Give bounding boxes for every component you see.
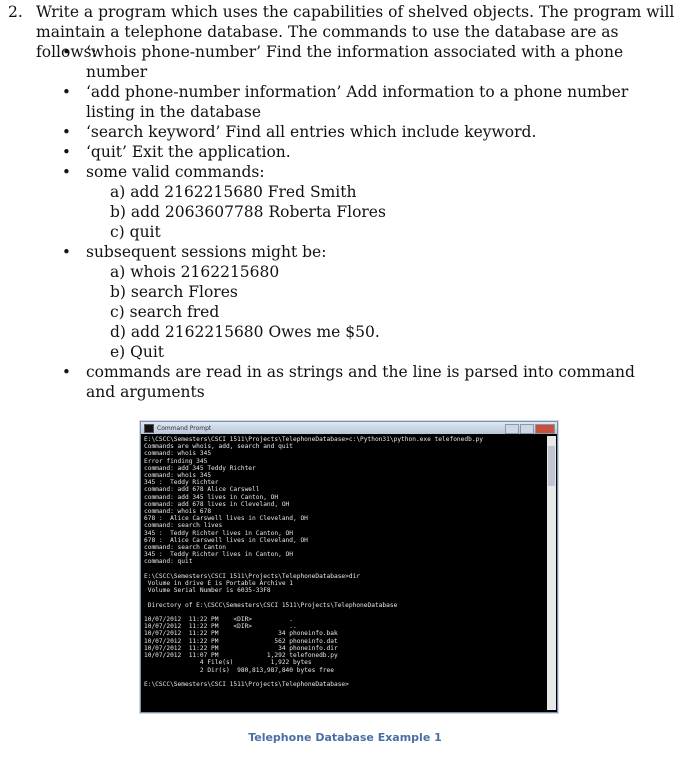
list-item: c) quit — [110, 223, 161, 241]
terminal-line: command: search lives — [144, 522, 223, 530]
terminal-title: Command Prompt — [157, 424, 212, 432]
terminal-line: 678 : Alice Carswell lives in Cleveland, OH — [144, 515, 308, 523]
terminal-line: command: add 678 Alice Carswell — [144, 486, 260, 494]
terminal-icon — [144, 424, 154, 433]
terminal-line: command: whois 345 — [144, 450, 212, 458]
terminal-line: Commands are whois, add, search and quit — [144, 443, 294, 451]
scroll-thumb — [548, 446, 555, 486]
terminal-line: Directory of E:\CSCC\Semesters\CSCI 1511\Projects\TelephoneDatabase — [144, 601, 398, 609]
terminal-line: Volume in drive E is Portable Archive 1 — [144, 580, 294, 588]
terminal-line: E:\CSCC\Semesters\CSCI 1511\Projects\TelephoneDatabase>dir — [144, 572, 361, 580]
maximize-icon — [520, 424, 534, 434]
terminal-line: 345 : Teddy Richter — [144, 479, 219, 487]
list-item: e) Quit — [110, 343, 165, 361]
minimize-icon — [505, 424, 519, 434]
terminal-line: 345 : Teddy Richter lives in Canton, OH — [144, 551, 294, 559]
figure-caption: Telephone Database Example 1 — [248, 731, 442, 744]
list-item: a) whois 2162215680 — [110, 263, 280, 281]
terminal-line: command: add 345 Teddy Richter — [144, 464, 256, 472]
terminal-line: command: add 345 lives in Canton, OH — [144, 493, 279, 501]
terminal-line: 10/07/2012 11:22 PM 562 phoneinfo.dat — [144, 637, 338, 645]
list-item: b) search Flores — [110, 283, 238, 301]
terminal-line: Volume Serial Number is 6035-33F8 — [144, 587, 271, 595]
terminal-line: 4 File(s) 1,922 bytes — [144, 659, 312, 667]
bullet-parsing: • commands are read in as strings and the line is parsed into command and arguments — [86, 362, 666, 402]
terminal-line: 345 : Teddy Richter lives in Canton, OH — [144, 529, 294, 537]
bullet-list — [86, 42, 666, 402]
terminal-line: 10/07/2012 11:22 PM 34 phoneinfo.dir — [144, 644, 338, 652]
list-item: a) add 2162215680 Fred Smith — [110, 183, 357, 201]
bullet-sessions: • subsequent sessions might be: — [86, 242, 666, 262]
terminal-line — [144, 609, 545, 616]
terminal-line — [144, 674, 545, 681]
terminal-line: E:\CSCC\Semesters\CSCI 1511\Projects\TelephoneDatabase> — [144, 680, 349, 688]
terminal-line: 10/07/2012 11:22 PM <DIR> . — [144, 616, 294, 624]
terminal-output — [144, 436, 545, 710]
terminal-line — [144, 566, 545, 573]
sessions-list — [110, 262, 666, 362]
terminal-line: command: whois 345 — [144, 472, 212, 480]
list-item: d) add 2162215680 Owes me $50. — [110, 323, 380, 341]
question-text: Write a program which uses the capabilities of shelved objects. The program will maintain a telephone database. The commands to use the database are as follows: — [36, 3, 675, 61]
list-item: b) add 2063607788 Roberta Flores — [110, 203, 386, 221]
bullet-search: • ‘search keyword’ Find all entries which include keyword. — [86, 122, 666, 142]
terminal-line: command: search Canton — [144, 544, 226, 552]
terminal-line: 2 Dir(s) 980,813,987,840 bytes free — [144, 666, 334, 674]
bullet-quit: • ‘quit’ Exit the application. — [86, 142, 666, 162]
command-prompt-screenshot — [140, 421, 558, 713]
terminal-line: Error finding 345 — [144, 457, 208, 465]
close-icon — [535, 424, 555, 434]
terminal-line: 10/07/2012 11:22 PM 34 phoneinfo.bak — [144, 630, 338, 638]
terminal-line: E:\CSCC\Semesters\CSCI 1511\Projects\TelephoneDatabase>c:\Python31\python.exe telefonedb.py — [144, 436, 483, 443]
question-number: 2. — [8, 3, 23, 21]
terminal-line: command: add 678 lives in Cleveland, OH — [144, 500, 290, 508]
terminal-line: command: whois 678 — [144, 508, 212, 516]
bullet-whois: • ‘whois phone-number’ Find the information associated with a phone number — [86, 42, 666, 82]
valid-commands-list — [110, 182, 666, 242]
bullet-valid-commands: • some valid commands: — [86, 162, 666, 182]
window-controls — [505, 424, 555, 434]
terminal-scrollbar — [547, 436, 556, 710]
terminal-line: command: quit — [144, 558, 193, 566]
list-item: c) search fred — [110, 303, 220, 321]
terminal-line: 10/07/2012 11:07 PM 1,292 telefonedb.py — [144, 652, 338, 660]
terminal-line: 10/07/2012 11:22 PM <DIR> .. — [144, 623, 297, 631]
terminal-titlebar — [141, 422, 557, 434]
terminal-line — [144, 594, 545, 601]
terminal-line: 678 : Alice Carswell lives in Cleveland, OH — [144, 536, 308, 544]
bullet-add: • ‘add phone-number information’ Add information to a phone number listing in the database — [86, 82, 666, 122]
